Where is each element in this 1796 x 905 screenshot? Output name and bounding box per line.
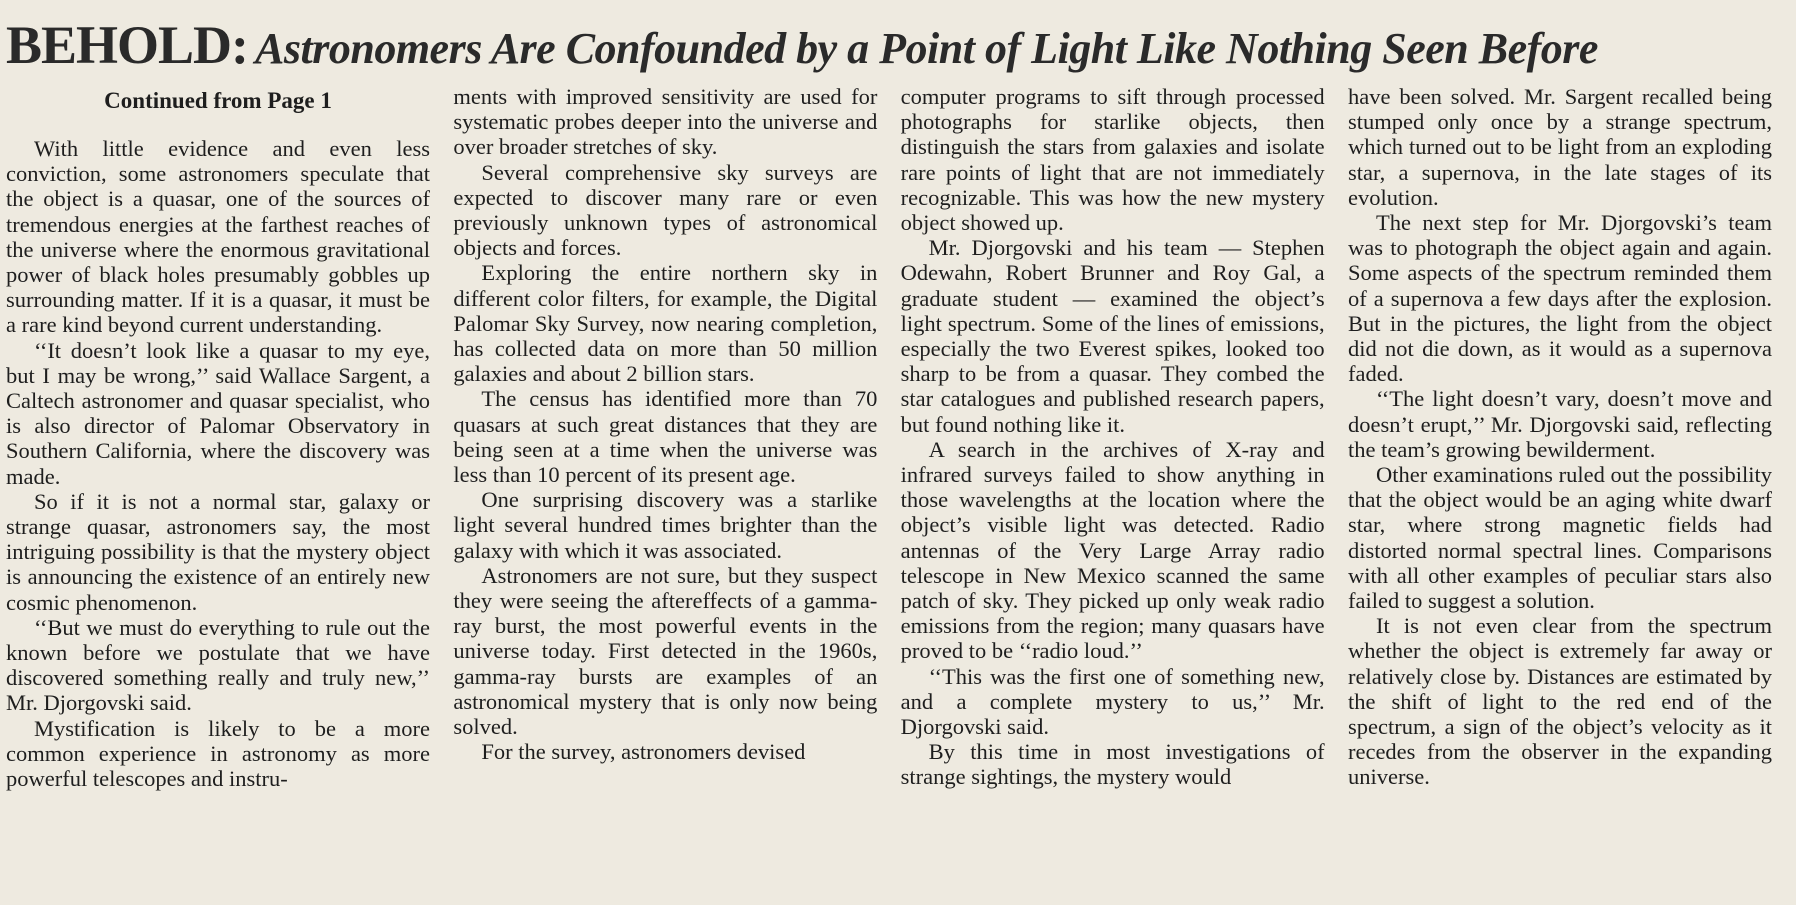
paragraph: ‘‘But we must do everything to rule out the known before we postulate that we have discovered something really and truly new,’’ Mr. Djorgovski said.: [6, 614, 430, 716]
article-column-4: [1348, 84, 1772, 791]
paragraph: One surprising discovery was a starlike light several hundred times brighter than the galaxy with which it was associated.: [453, 487, 878, 563]
paragraph: The census has identified more than 70 quasars at such great distances that they are being seen at a time when the universe was less than 10 percent of its present age.: [453, 386, 878, 488]
article-column-3: [901, 84, 1325, 791]
paragraph: With little evidence and even less conviction, some astronomers speculate that the object is a quasar, one of the sources of tremendous energies at the farthest reaches of the universe where the enormous gravitational power of black holes presumably gobbles up surrounding matter. If it is a quasar, it must be a rare kind beyond current understanding.: [6, 136, 430, 338]
paragraph: ‘‘The light doesn’t vary, doesn’t move and doesn’t erupt,’’ Mr. Djorgovski said, reflecting the team’s growing bewilderment.: [1347, 386, 1772, 462]
paragraph: For the survey, astronomers devised: [481, 739, 806, 765]
paragraph: have been solved. Mr. Sargent recalled being stumped only once by a strange spectrum, which turned out to be light from an exploding star, a supernova, in the late stages of its evolution.: [1347, 84, 1772, 210]
paragraph: The next step for Mr. Djorgovski’s team was to photograph the object again and again. Some aspects of the spectrum reminded them of a supernova a few days after the explosion. But in the pictures, the light from the object did not die down, as it would as a supernova faded.: [1347, 210, 1772, 387]
paragraph: ments with improved sensitivity are used for systematic probes deeper into the universe and over broader stretches of sky.: [453, 84, 878, 160]
paragraph: So if it is not a normal star, galaxy or strange quasar, astronomers say, the most intriguing possibility is that the mystery object is announcing the existence of an entirely new cosmic phenomenon.: [6, 488, 430, 615]
headline-kicker: BEHOLD:: [6, 15, 249, 75]
paragraph: A search in the archives of X-ray and infrared surveys failed to show anything in those wavelengths at the location where the object’s visible light was detected. Radio antennas of the Very Large Array radio telescope in New Mexico scanned the same patch of sky. They picked up only weak radio emissions from the region; many quasars have proved to be ‘‘radio loud.’’: [900, 436, 1325, 664]
continued-from-label: Continued from Page 1: [104, 88, 332, 113]
headline: [6, 14, 1772, 76]
paragraph: It is not even clear from the spectrum whether the object is extremely far away or relatively close by. Distances are estimated by the shift of light to the red end of the spectrum, a sign of the object’s velocity as it recedes from the observer in the expanding universe.: [1347, 613, 1772, 790]
article-column-2: [453, 84, 877, 791]
paragraph: Exploring the entire northern sky in different color filters, for example, the Digital Palomar Sky Survey, now nearing completion, has collected data on more than 50 million galaxies and about 2 billion stars.: [453, 260, 878, 387]
paragraph: Several comprehensive sky surveys are expected to discover many rare or even previously unknown types of astronomical objects and forces.: [453, 159, 878, 261]
paragraph: Mr. Djorgovski and his team — Stephen Odewahn, Robert Brunner and Roy Gal, a graduate student — examined the object’s light spectrum. Some of the lines of emissions, especially the two Everest spikes, looked too sharp to be from a quasar. They combed the star catalogues and published research papers, but found nothing like it.: [900, 235, 1325, 437]
article-columns: [6, 84, 1772, 791]
paragraph: Mystification is likely to be a more common experience in astronomy as more powerful telescopes and instru-: [6, 715, 430, 792]
paragraph: computer programs to sift through processed photographs for starlike objects, then distinguish the stars from galaxies and isolate rare points of light that are not immediately recognizable. This was how the new mystery object showed up.: [900, 84, 1325, 236]
paragraph: Other examinations ruled out the possibility that the object would be an aging white dwarf star, where strong magnetic fields had distorted normal spectral lines. Comparisons with all other examples of peculiar stars also failed to suggest a solution.: [1347, 462, 1772, 614]
paragraph: ‘‘It doesn’t look like a quasar to my eye, but I may be wrong,’’ said Wallace Sargent, a Caltech astronomer and quasar specialist, who is also director of Palomar Observatory in Southern California, where the discovery was made.: [6, 337, 430, 489]
paragraph: Astronomers are not sure, but they suspect they were seeing the aftereffects of a gamma-ray burst, the most powerful events in the universe today. First detected in the 1960s, gamma-ray bursts are examples of an astronomical mystery that is only now being solved.: [453, 562, 878, 740]
headline-deck: Astronomers Are Confounded by a Point of Light Like Nothing Seen Before: [255, 24, 1598, 73]
paragraph: By this time in most investigations of strange sightings, the mystery would: [900, 739, 1325, 790]
paragraph: ‘‘This was the first one of something new, and a complete mystery to us,’’ Mr. Djorgovski said.: [900, 663, 1325, 740]
article-column-1: [6, 84, 430, 791]
